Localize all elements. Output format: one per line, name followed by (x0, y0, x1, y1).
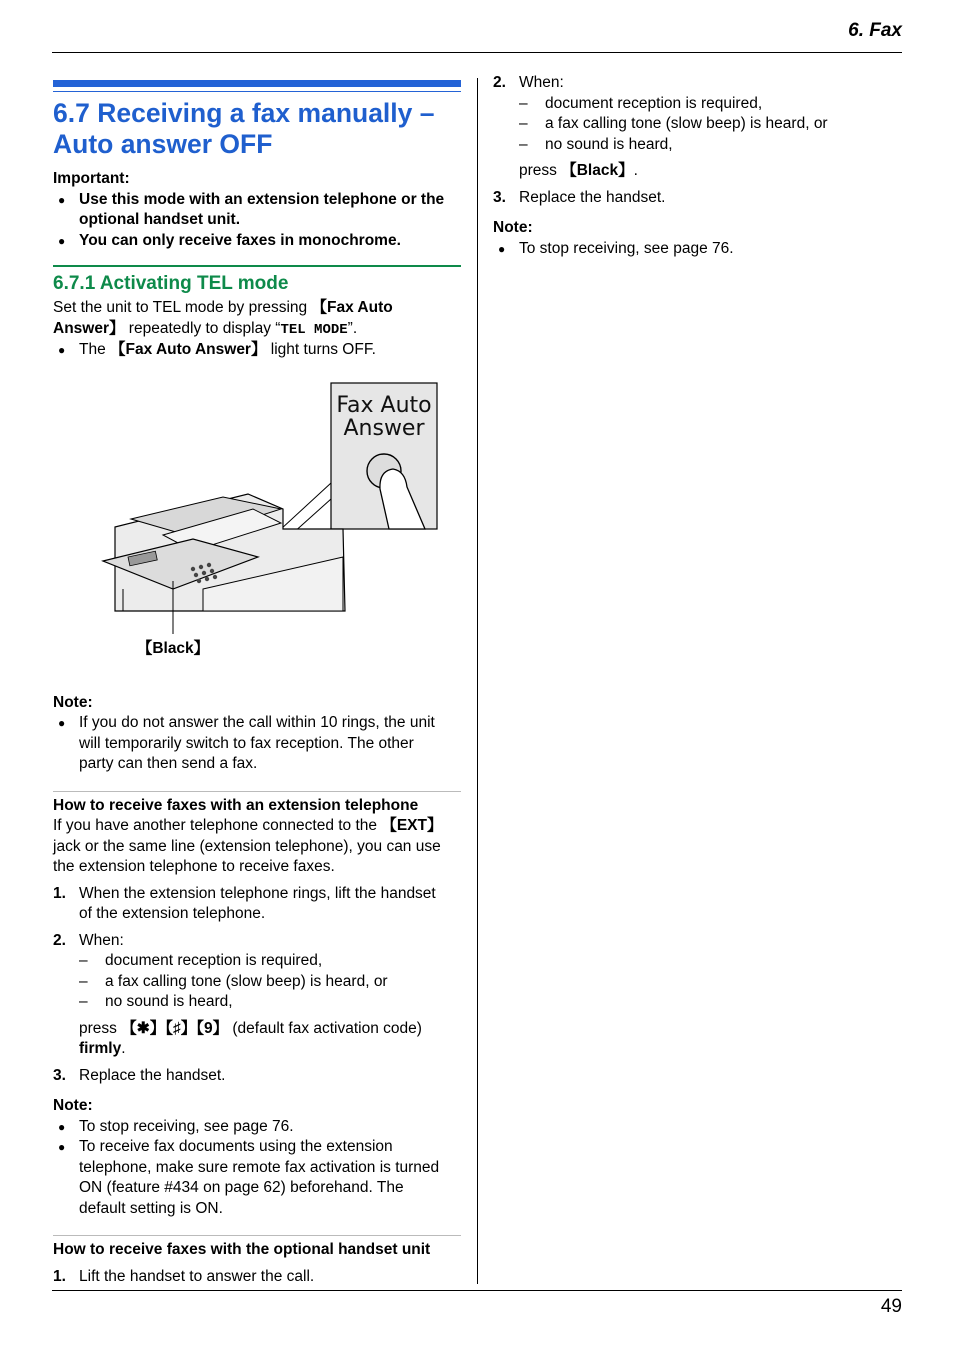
section-title: 6.7 Receiving a fax manually – Auto answer OFF (53, 98, 435, 159)
column-divider (477, 78, 478, 1284)
subsection-title: 6.7.1 Activating TEL mode (53, 273, 289, 294)
extension-intro: If you have another telephone connected to the 【EXT】 jack or the same line (extension telephone), you can use the extension telephone to receive faxes. (53, 817, 443, 875)
extension-press: press 【✱】【♯】【9】 (default fax activation code) firmly. (79, 1019, 422, 1057)
extension-condition: – no sound is heard, (53, 992, 461, 1013)
note-label: Note: (53, 693, 93, 711)
left-column (53, 80, 461, 1287)
extension-condition: – a fax calling tone (slow beep) is heard, or (53, 972, 461, 993)
tel-mode-bullet: ● The 【Fax Auto Answer】 light turns OFF. (53, 340, 461, 361)
handset-condition: – a fax calling tone (slow beep) is heard, or (493, 114, 893, 135)
black-key-callout: 【Black】 (136, 639, 210, 657)
handset-heading: How to receive faxes with the optional handset unit (53, 1241, 431, 1258)
note-item: ● To receive fax documents using the extension telephone, make sure remote fax activation is turned ON (feature #434 on page 62) beforehand. The default setting is ON. (53, 1137, 461, 1219)
note-label: Note: (53, 1097, 93, 1114)
fax-machine-illustration (53, 379, 461, 679)
page-number: 49 (880, 1296, 902, 1317)
extension-step-1: 1. When the extension telephone rings, lift the handset of the extension telephone. (53, 884, 436, 922)
note-item: ● To stop receiving, see page 76. (493, 239, 893, 260)
handset-condition: – document reception is required, (493, 94, 893, 115)
subsection-rule (53, 265, 461, 267)
handset-condition: – no sound is heard, (493, 135, 893, 156)
note-label: Note: (493, 219, 533, 236)
extension-condition: – document reception is required, (53, 951, 461, 972)
zoom-label-1: Fax Auto (336, 392, 432, 418)
note-item: ● If you do not answer the call within 10 rings, the unit will temporarily switch to fax reception. The other party can then send a fax. (53, 713, 461, 775)
handset-step-1: 1. Lift the handset to answer the call. (53, 1267, 315, 1285)
important-item: ● Use this mode with an extension telephone or the optional handset unit. (53, 190, 461, 231)
section-bar (53, 80, 461, 87)
handset-step-2: 2. When: (493, 74, 564, 91)
extension-step-3: 3. Replace the handset. (53, 1066, 226, 1084)
divider (53, 1235, 461, 1236)
zoom-label-2: Answer (343, 415, 425, 441)
right-column (493, 73, 893, 259)
chapter-header: 6. Fax (848, 20, 902, 41)
handset-press: press 【Black】. (519, 162, 638, 179)
important-item: ● You can only receive faxes in monochrome. (53, 231, 461, 252)
header-rule (52, 52, 902, 53)
footer-rule (52, 1290, 902, 1291)
fax-machine-figure (53, 379, 461, 679)
extension-heading: How to receive faxes with an extension telephone (53, 796, 419, 814)
note-item: ● To stop receiving, see page 76. (53, 1117, 461, 1138)
tel-mode-instructions: Set the unit to TEL mode by pressing 【Fax Auto Answer】 repeatedly to display “TEL MODE”. (53, 299, 393, 338)
handset-step-3: 3. Replace the handset. (493, 188, 666, 206)
extension-step-2: 2. When: (53, 931, 124, 949)
section-thin-rule (53, 91, 461, 92)
important-label: Important: (53, 170, 130, 187)
divider (53, 791, 461, 792)
